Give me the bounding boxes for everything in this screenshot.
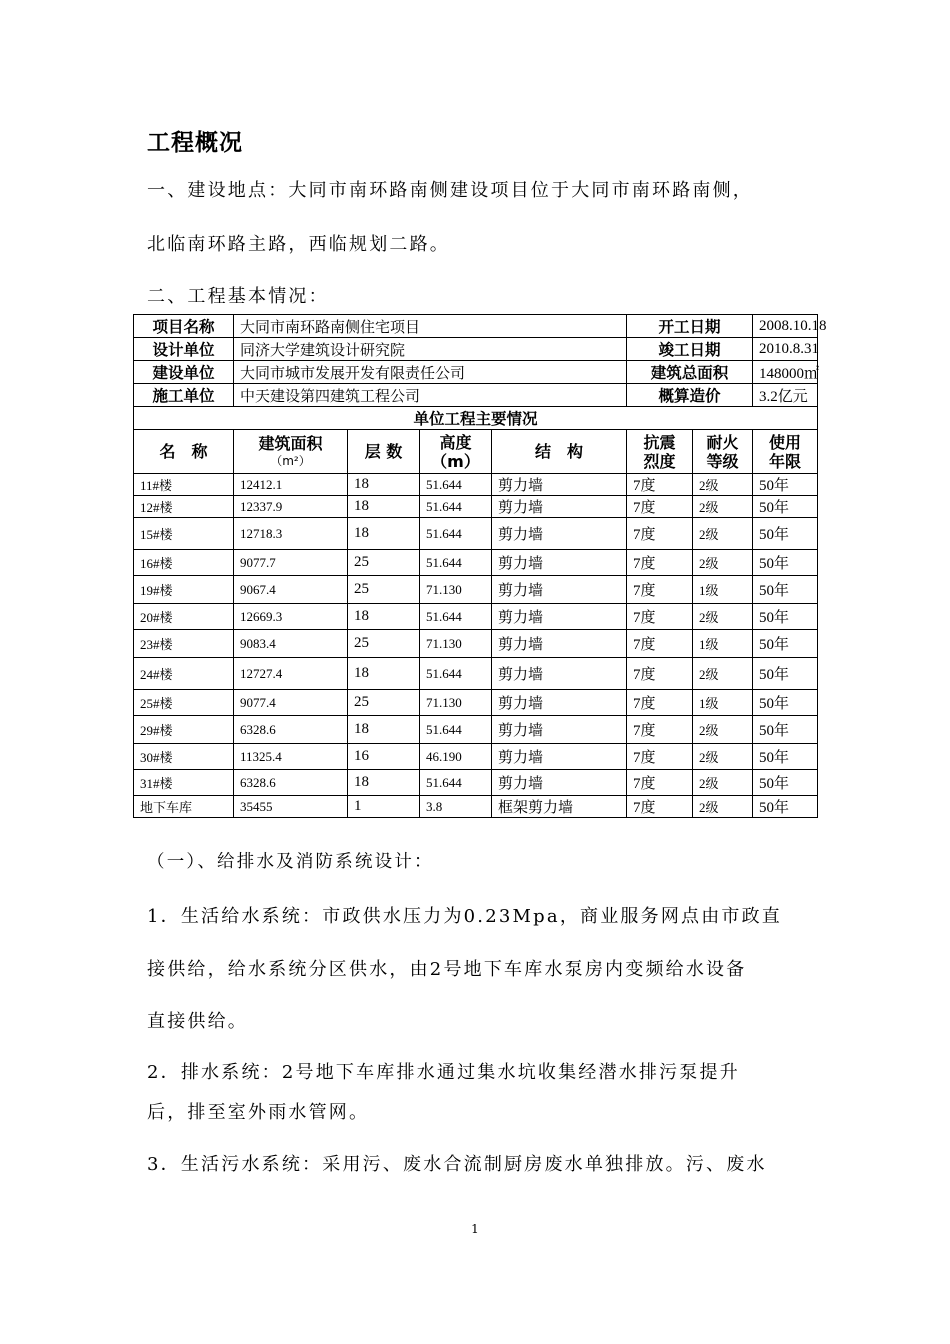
cost-value: 3.2亿元 [753,384,818,407]
cell-floors: 18 [348,716,420,744]
cell-floors: 18 [348,518,420,550]
cell-seismic: 7度 [627,716,693,744]
cell-seismic: 7度 [627,550,693,576]
cell-service-life: 50年 [753,658,818,690]
table-row [134,518,818,550]
cell-area: 12718.3 [234,518,348,550]
cell-name: 31#楼 [134,770,234,796]
section-heading-basic-info: 二、工程基本情况： [147,286,329,307]
col-header-structure: 结 构 [492,430,627,474]
cell-service-life: 50年 [753,770,818,796]
cell-name: 15#楼 [134,518,234,550]
cell-height: 51.644 [420,518,492,550]
table-row [134,576,818,604]
cell-height: 71.130 [420,576,492,604]
col-header-name: 名 称 [134,430,234,474]
cell-height: 51.644 [420,716,492,744]
project-info-table [133,314,827,818]
cell-height: 51.644 [420,474,492,496]
cell-height: 51.644 [420,550,492,576]
cell-structure: 剪力墙 [492,518,627,550]
cell-height: 71.130 [420,630,492,658]
cell-area: 9067.4 [234,576,348,604]
cell-seismic: 7度 [627,744,693,770]
cell-name: 地下车库 [134,796,234,818]
cell-area: 12337.9 [234,496,348,518]
cell-floors: 1 [348,796,420,818]
cell-structure: 剪力墙 [492,550,627,576]
start-date-label: 开工日期 [627,315,753,338]
cell-fire-rating: 2级 [693,550,753,576]
cell-seismic: 7度 [627,796,693,818]
cell-fire-rating: 2级 [693,518,753,550]
table-row [134,796,818,818]
cell-service-life: 50年 [753,716,818,744]
cell-structure: 剪力墙 [492,690,627,716]
cell-floors: 18 [348,474,420,496]
table-row [134,658,818,690]
cell-fire-rating: 2级 [693,496,753,518]
table-row [134,630,818,658]
total-area-label: 建筑总面积 [627,361,753,384]
cell-area: 9077.4 [234,690,348,716]
cell-structure: 剪力墙 [492,744,627,770]
location-paragraph-line1: 一、建设地点：大同市南环路南侧建设项目位于大同市南环路南侧， [147,180,753,201]
cell-height: 51.644 [420,658,492,690]
cell-height: 51.644 [420,604,492,630]
cell-area: 6328.6 [234,716,348,744]
subtable-title: 单位工程主要情况 [134,407,818,430]
table-row [134,604,818,630]
cell-name: 12#楼 [134,496,234,518]
table-row [134,550,818,576]
cell-name: 19#楼 [134,576,234,604]
cell-fire-rating: 1级 [693,576,753,604]
col-header-height: 高度 （m） [420,430,492,474]
cell-height: 46.190 [420,744,492,770]
cell-service-life: 50年 [753,690,818,716]
cell-floors: 18 [348,658,420,690]
cell-seismic: 7度 [627,658,693,690]
table-row [134,690,818,716]
start-date-value: 2008.10.18 [753,315,818,338]
cell-name: 25#楼 [134,690,234,716]
water-system-heading: （一）、给排水及消防系统设计： [147,852,434,872]
cell-structure: 剪力墙 [492,576,627,604]
cell-seismic: 7度 [627,576,693,604]
item1-line3: 直接供给。 [147,1011,248,1032]
cell-area: 9077.7 [234,550,348,576]
col-header-area: 建筑面积 （m²） [234,430,348,474]
cell-area: 9083.4 [234,630,348,658]
cell-height: 3.8 [420,796,492,818]
cell-service-life: 50年 [753,796,818,818]
cell-floors: 18 [348,604,420,630]
cell-fire-rating: 2级 [693,658,753,690]
construct-unit-label: 施工单位 [134,384,234,407]
cell-height: 51.644 [420,770,492,796]
design-unit-value: 同济大学建筑设计研究院 [234,338,627,361]
cell-structure: 框架剪力墙 [492,796,627,818]
cell-service-life: 50年 [753,518,818,550]
cell-area: 12412.1 [234,474,348,496]
cell-seismic: 7度 [627,496,693,518]
cell-height: 71.130 [420,690,492,716]
cell-seismic: 7度 [627,604,693,630]
project-name-label: 项目名称 [134,315,234,338]
col-header-fire-rating: 耐火 等级 [693,430,753,474]
build-unit-value: 大同市城市发展开发有限责任公司 [234,361,627,384]
table-row [134,474,818,496]
cell-structure: 剪力墙 [492,630,627,658]
cell-seismic: 7度 [627,690,693,716]
col-header-service-life: 使用 年限 [753,430,818,474]
cell-seismic: 7度 [627,474,693,496]
cell-structure: 剪力墙 [492,770,627,796]
cell-structure: 剪力墙 [492,658,627,690]
item2-line1: 2．排水系统：2号地下车库排水通过集水坑收集经潜水排污泵提升 [147,1062,740,1083]
cell-service-life: 50年 [753,744,818,770]
cell-service-life: 50年 [753,604,818,630]
item1-line2: 接供给，给水系统分区供水，由2号地下车库水泵房内变频给水设备 [147,959,747,980]
table-row [134,496,818,518]
cell-name: 30#楼 [134,744,234,770]
cell-name: 24#楼 [134,658,234,690]
item1-line1: 1．生活给水系统：市政供水压力为0.23Mpa，商业服务网点由市政直 [147,906,783,927]
cell-fire-rating: 2级 [693,744,753,770]
col-header-seismic: 抗震 烈度 [627,430,693,474]
build-unit-label: 建设单位 [134,361,234,384]
cell-fire-rating: 2级 [693,604,753,630]
cell-name: 20#楼 [134,604,234,630]
cell-seismic: 7度 [627,518,693,550]
cell-service-life: 50年 [753,576,818,604]
item3-line1: 3．生活污水系统：采用污、废水合流制厨房废水单独排放。污、废水 [147,1154,767,1175]
cell-area: 6328.6 [234,770,348,796]
table-row [134,716,818,744]
cell-service-life: 50年 [753,550,818,576]
cell-name: 29#楼 [134,716,234,744]
cell-height: 51.644 [420,496,492,518]
cell-floors: 18 [348,496,420,518]
cell-structure: 剪力墙 [492,716,627,744]
cell-seismic: 7度 [627,630,693,658]
col-header-floors: 层 数 [348,430,420,474]
design-unit-label: 设计单位 [134,338,234,361]
cell-floors: 25 [348,550,420,576]
cell-area: 12727.4 [234,658,348,690]
cell-fire-rating: 1级 [693,690,753,716]
project-name-value: 大同市南环路南侧住宅项目 [234,315,627,338]
table-row [134,744,818,770]
cell-fire-rating: 2级 [693,474,753,496]
cell-structure: 剪力墙 [492,496,627,518]
cell-area: 11325.4 [234,744,348,770]
cell-service-life: 50年 [753,630,818,658]
cost-label: 概算造价 [627,384,753,407]
cell-floors: 25 [348,576,420,604]
cell-structure: 剪力墙 [492,474,627,496]
cell-structure: 剪力墙 [492,604,627,630]
cell-floors: 25 [348,690,420,716]
total-area-value: 148000㎡ [753,361,818,384]
finish-date-label: 竣工日期 [627,338,753,361]
cell-fire-rating: 2级 [693,796,753,818]
finish-date-value: 2010.8.31 [753,338,818,361]
cell-name: 16#楼 [134,550,234,576]
cell-seismic: 7度 [627,770,693,796]
cell-floors: 18 [348,770,420,796]
item2-line2: 后，排至室外雨水管网。 [147,1102,370,1123]
cell-fire-rating: 2级 [693,770,753,796]
cell-name: 23#楼 [134,630,234,658]
location-paragraph-line2: 北临南环路主路，西临规划二路。 [147,234,450,255]
cell-fire-rating: 1级 [693,630,753,658]
cell-service-life: 50年 [753,474,818,496]
page-number: 1 [471,1222,479,1236]
cell-area: 35455 [234,796,348,818]
cell-area: 12669.3 [234,604,348,630]
cell-fire-rating: 2级 [693,716,753,744]
construct-unit-value: 中天建设第四建筑工程公司 [234,384,627,407]
cell-floors: 16 [348,744,420,770]
cell-name: 11#楼 [134,474,234,496]
unit-table-header-row [134,430,818,474]
table-row [134,770,818,796]
cell-service-life: 50年 [753,496,818,518]
cell-floors: 25 [348,630,420,658]
page-title: 工程概况 [147,130,243,156]
